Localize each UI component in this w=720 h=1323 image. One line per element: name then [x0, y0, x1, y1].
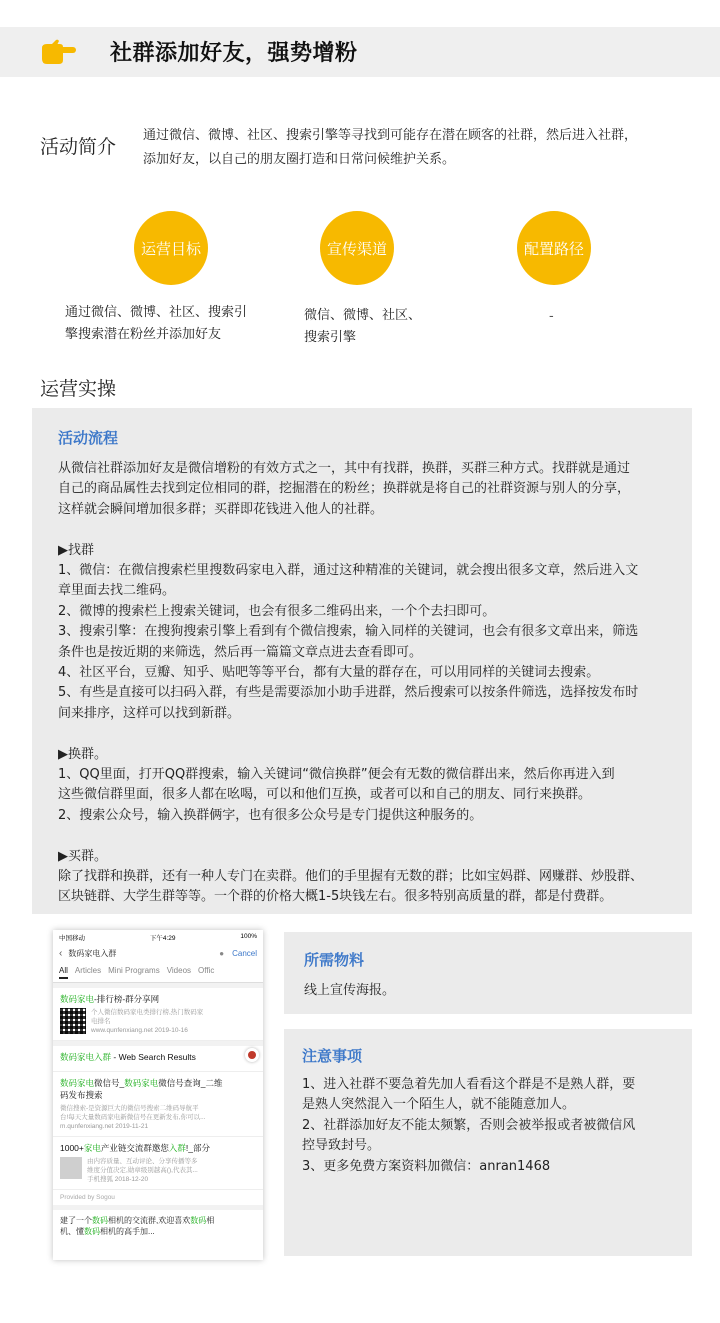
battery-label: 100%	[240, 933, 257, 940]
bottom-highlight: 数码	[190, 1216, 207, 1225]
clock-label: 下午4:29	[149, 935, 176, 942]
notes-line: 1、进入社群不要急着先加人看看这个群是不是熟人群，要	[302, 1077, 636, 1092]
flow-line: 除了找群和换群，还有一种人专门在卖群。他们的手里握有无数的群；比如宝妈群、网赚群、炒股群、	[58, 869, 644, 885]
result-desc: 维度分值决定,勋章级别越高(),代表其...	[87, 1167, 198, 1174]
flow-line: 章里面去找二维码。	[58, 583, 176, 599]
flow-line: ▶买群。	[58, 848, 107, 864]
materials-text: 线上宣传海报。	[304, 983, 396, 998]
bottom-text: 建了一个	[60, 1216, 92, 1225]
result-title-highlight: 家电	[83, 1143, 101, 1153]
notes-line: 2、社群添加好友不能太频繁，否则会被举报或者被微信风	[302, 1117, 636, 1133]
flow-line: 这样就会瞬间增加很多群；买群即花钱进入他人的社群。	[58, 501, 384, 517]
goal-text-line: 擎搜索潜在粉丝并添加好友	[65, 327, 222, 342]
intro-label: 活动简介	[40, 136, 117, 158]
flow-line: 1、微信：在微信搜索栏里搜数码家电入群，通过这种精准的关键词，就会搜出很多文章，然后进入文	[58, 563, 639, 579]
result-title-highlight: 数码家电	[124, 1078, 159, 1088]
circle-channel: 宣传渠道	[320, 211, 394, 285]
flow-line: 2、微博的搜索栏上搜索关键词，也会有很多二维码出来，一个个去扫即可。	[58, 603, 496, 619]
intro-text	[143, 124, 673, 172]
channel-text-line: 搜索引擎	[304, 330, 357, 345]
flow-line: 区块链群、大学生群等等。一个群的价格大概1-5块钱左右。很多特别高质量的群，都是付费群。	[58, 889, 613, 905]
result-title-highlight: 数码家电入群	[60, 1052, 112, 1062]
materials-panel	[284, 932, 692, 1014]
result-desc: 个人微信数码家电类排行榜,热门数码家	[91, 1009, 204, 1016]
flow-line: 1、QQ里面，打开QQ群搜索，输入关键词“微信换群”便会有无数的微信群出来，然后你再进入到	[58, 767, 615, 783]
provided-by-label: Provided by Sogou	[60, 1194, 115, 1201]
result-title-text: - Web Search Results	[111, 1052, 196, 1062]
result-title-text: 产业链交流群邀您	[100, 1143, 169, 1153]
carrier-label: 中国移动	[59, 935, 85, 942]
phone-tab: Articles	[74, 966, 102, 975]
result-title-highlight: 数码家电	[60, 994, 95, 1004]
phone-cancel-button: Cancel	[232, 949, 257, 958]
thumbnail-image	[60, 1157, 82, 1179]
phone-result	[53, 1046, 263, 1072]
mic-icon: ●	[219, 949, 225, 958]
page-header	[0, 27, 720, 77]
channel-text	[304, 305, 444, 349]
bottom-text: 相机的交流群,欢迎喜欢	[108, 1216, 191, 1225]
goal-text	[65, 302, 265, 346]
flow-line: 自己的商品属性去找到定位相同的群，挖掘潜在的粉丝；换群就是将自己的社群资源与别人的分享，	[58, 481, 631, 497]
intro-text-line: 添加好友，以自己的朋友圈打造和日常问候维护关系。	[143, 152, 456, 167]
result-title-text: 1000+	[60, 1143, 84, 1153]
flow-body	[58, 459, 670, 908]
result-title-highlight: 数码家电	[60, 1078, 95, 1088]
notes-line: 是熟人突然混入一个陌生人，就不能随意加人。	[302, 1097, 576, 1113]
pointing-hand-icon	[38, 38, 78, 66]
materials-title: 所需物料	[304, 951, 365, 969]
phone-bottom-result	[53, 1210, 263, 1242]
result-url: www.qunfenxiang.net 2019-10-16	[91, 1027, 188, 1034]
phone-result	[53, 1072, 263, 1137]
phone-tab: Offic	[198, 966, 215, 975]
phone-status-bar	[53, 930, 263, 944]
bottom-text: 相	[206, 1216, 215, 1225]
phone-result	[53, 988, 263, 1041]
channel-text-line: 微信、微博、社区、	[304, 308, 422, 323]
result-title-text: 微信号_	[94, 1078, 125, 1088]
result-url: 手机搜狐 2018-12-20	[87, 1176, 149, 1183]
phone-result	[53, 1137, 263, 1190]
circle-goal: 运营目标	[134, 211, 208, 285]
phone-tab: All	[59, 966, 68, 979]
flow-line: 从微信社群添加好友是微信增粉的有效方式之一，其中有找群，换群，买群三种方式。找群就是通过	[58, 461, 631, 476]
section-operations-label: 运营实操	[40, 378, 117, 400]
result-title-text: !_部分	[185, 1143, 211, 1153]
result-desc: 台!每天大量数码家电新微信号在更新发布,你可以...	[60, 1114, 206, 1121]
result-desc: 微信搜索-是资源巨大的微信号搜索二维码导航平	[60, 1105, 199, 1112]
circle-path: 配置路径	[517, 211, 591, 285]
result-title-text: 码发布搜索	[60, 1090, 103, 1100]
phone-tab: Mini Programs	[108, 966, 160, 975]
flow-line: 3、搜索引擎：在搜狗搜索引擎上看到有个微信搜索，输入同样的关键词，也会有很多文章出来，筛选	[58, 624, 639, 640]
notes-line: 3、更多免费方案资料加微信：anran1468	[302, 1158, 551, 1174]
qr-code-image	[60, 1008, 86, 1034]
phone-search-bar	[53, 944, 263, 963]
intro-text-line: 通过微信、微博、社区、搜索引擎等寻找到可能存在潜在顾客的社群，然后进入社群，	[143, 128, 638, 143]
notes-line: 控导致封号。	[302, 1138, 381, 1154]
notes-panel	[284, 1029, 692, 1256]
notes-body	[302, 1075, 670, 1177]
flow-line: ▶找群	[58, 542, 94, 558]
flow-panel	[32, 408, 692, 914]
flow-line: 2、搜索公众号，输入换群俩字，也有很多公众号是专门提供这种服务的。	[58, 807, 483, 823]
flow-line: 这些微信群里面，很多人都在吆喝，可以和他们互换，或者可以和自己的朋友、同行来换群。	[58, 787, 592, 803]
result-desc: 电排名	[91, 1018, 111, 1025]
result-title-text: 微信号查询_二维	[158, 1078, 223, 1088]
flow-line: 条件也是按近期的来筛选，然后再一篇篇文章点进去查看即可。	[58, 644, 423, 660]
flow-line: 4、社区平台，豆瓣、知乎、贴吧等等平台，都有大量的群存在，可以用同样的关键词去搜索。	[58, 665, 600, 681]
result-title-text: -排行榜-群分享网	[94, 994, 160, 1004]
floating-menu-icon	[245, 1048, 259, 1062]
result-title-highlight: 入群	[168, 1143, 186, 1153]
phone-search-input: 数码家电入群	[68, 949, 117, 958]
bottom-highlight: 数码	[92, 1216, 108, 1225]
result-url: m.qunfenxiang.net 2019-11-21	[60, 1123, 149, 1130]
bottom-highlight: 数码	[84, 1227, 100, 1236]
path-text: -	[549, 309, 554, 324]
back-icon: ‹	[59, 948, 63, 959]
flow-line: ▶换群。	[58, 746, 107, 762]
result-desc: 由内容质量、互动评论、分享传播等多	[87, 1158, 198, 1165]
flow-line: 5、有些是直接可以扫码入群，有些是需要添加小助手进群，然后搜索可以按条件筛选，选择按发布时	[58, 685, 639, 701]
flow-line: 间来排序，这样可以找到新群。	[58, 705, 241, 721]
phone-tabs	[53, 963, 263, 983]
bottom-text: 相机的高手加...	[100, 1227, 155, 1236]
phone-tab: Videos	[166, 966, 192, 975]
flow-title: 活动流程	[58, 429, 119, 447]
notes-title: 注意事项	[302, 1047, 363, 1065]
phone-screenshot	[53, 930, 263, 1260]
page-title: 社群添加好友，强势增粉	[110, 41, 358, 66]
bottom-text: 机、懂	[60, 1227, 84, 1236]
goal-text-line: 通过微信、微博、社区、搜索引	[65, 305, 248, 320]
